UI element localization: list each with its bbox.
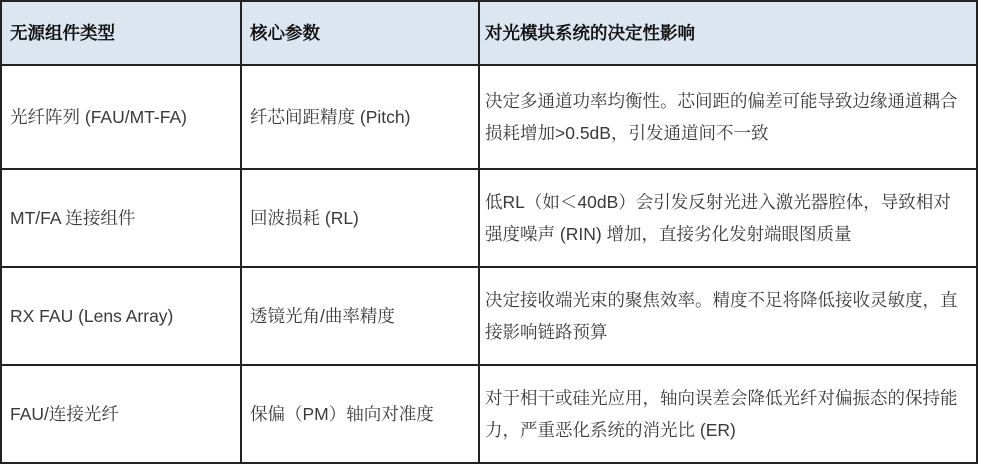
- cell-component-type: 光纤阵列 (FAU/MT-FA): [2, 66, 242, 168]
- cell-system-impact: 低RL（如＜40dB）会引发反射光进入激光器腔体，导致相对强度噪声 (RIN) 增加，直接劣化发射端眼图质量: [480, 170, 976, 266]
- header-row: [2, 2, 976, 66]
- cell-component-type: FAU/连接光纤: [2, 366, 242, 462]
- cell-core-parameter: 回波损耗 (RL): [242, 170, 480, 266]
- cell-component-type: MT/FA 连接组件: [2, 170, 242, 266]
- cell-system-impact: 对于相干或硅光应用，轴向误差会降低光纤对偏振态的保持能力，严重恶化系统的消光比 (ER): [480, 366, 976, 462]
- cell-core-parameter: 纤芯间距精度 (Pitch): [242, 66, 480, 168]
- cell-system-impact: 决定多通道功率均衡性。芯间距的偏差可能导致边缘通道耦合损耗增加>0.5dB，引发通道间不一致: [480, 66, 976, 168]
- cell-core-parameter: 透镜光角/曲率精度: [242, 268, 480, 364]
- header-cell-core-parameter: 核心参数: [242, 2, 480, 64]
- header-cell-system-impact: 对光模块系统的决定性影响: [480, 2, 976, 64]
- table-row: [2, 366, 976, 462]
- cell-component-type: RX FAU (Lens Array): [2, 268, 242, 364]
- table-row: [2, 66, 976, 170]
- table-row: [2, 268, 976, 366]
- cell-system-impact: 决定接收端光束的聚焦效率。精度不足将降低接收灵敏度，直接影响链路预算: [480, 268, 976, 364]
- cell-core-parameter: 保偏（PM）轴向对准度: [242, 366, 480, 462]
- header-cell-component-type: 无源组件类型: [2, 2, 242, 64]
- table-row: [2, 170, 976, 268]
